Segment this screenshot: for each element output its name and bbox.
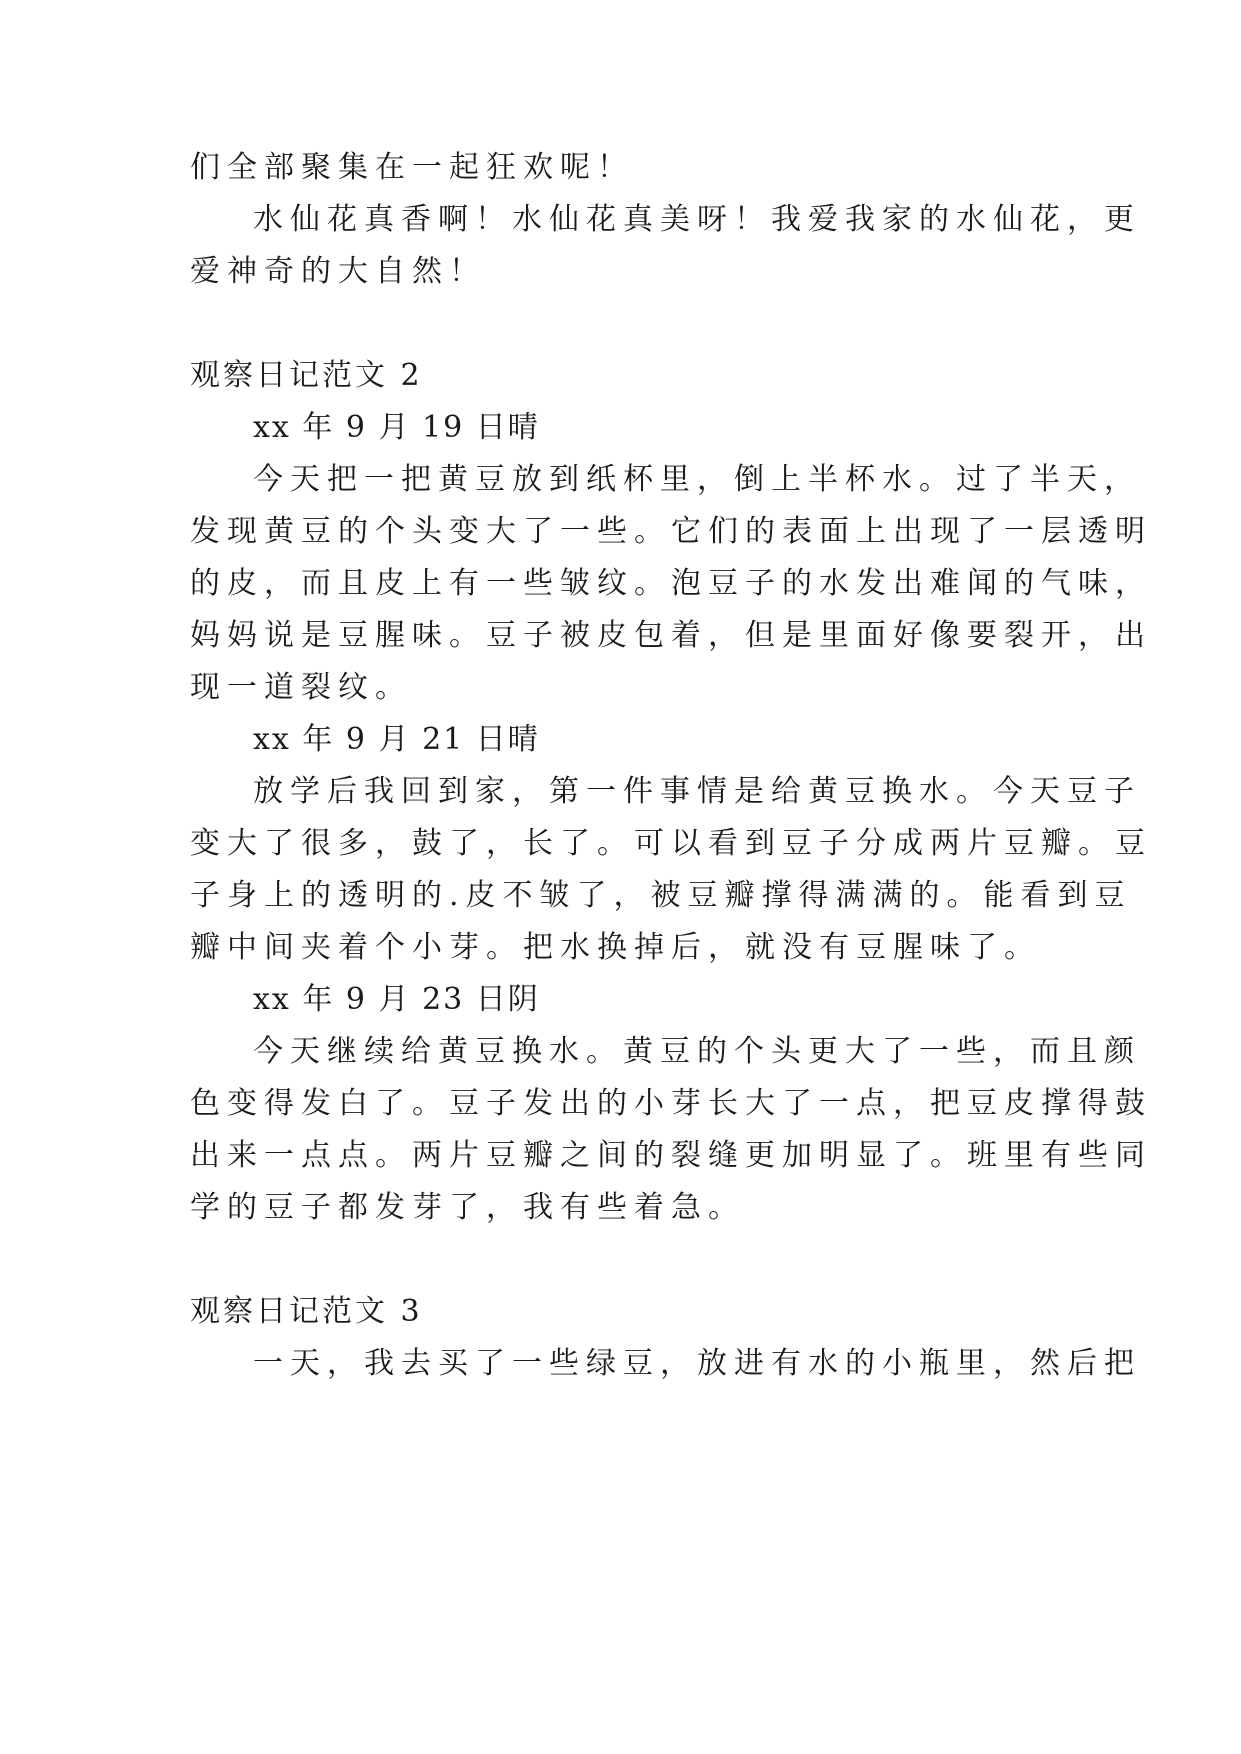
- paragraph-line: 今天把一把黄豆放到纸杯里，倒上半杯水。过了半天，: [253, 462, 1141, 497]
- entry-date: xx 年 9 月 21 日晴: [253, 722, 540, 757]
- paragraph-line: 色变得发白了。豆子发出的小芽长大了一点，把豆皮撑得鼓: [190, 1086, 1152, 1121]
- paragraph-line: 现一道裂纹。: [190, 670, 412, 705]
- paragraph-line: 的皮，而且皮上有一些皱纹。泡豆子的水发出难闻的气味，: [190, 566, 1152, 601]
- paragraph-line: 水仙花真香啊！水仙花真美呀！我爱我家的水仙花，更: [253, 202, 1141, 237]
- paragraph-line: 们全部聚集在一起狂欢呢！: [190, 150, 634, 185]
- paragraph-line: 变大了很多，鼓了，长了。可以看到豆子分成两片豆瓣。豆: [190, 826, 1152, 861]
- paragraph-line: 一天，我去买了一些绿豆，放进有水的小瓶里，然后把: [253, 1346, 1141, 1381]
- paragraph-line: 学的豆子都发芽了，我有些着急。: [190, 1190, 745, 1225]
- paragraph-line: 放学后我回到家，第一件事情是给黄豆换水。今天豆子: [253, 774, 1141, 809]
- paragraph-line: 妈妈说是豆腥味。豆子被皮包着，但是里面好像要裂开，出: [190, 618, 1152, 653]
- paragraph-line: 爱神奇的大自然！: [190, 254, 486, 289]
- section-heading: 观察日记范文 2: [190, 358, 423, 393]
- section-heading: 观察日记范文 3: [190, 1294, 423, 1329]
- paragraph-line: 发现黄豆的个头变大了一些。它们的表面上出现了一层透明: [190, 514, 1152, 549]
- paragraph-line: 子身上的透明的.皮不皱了，被豆瓣撑得满满的。能看到豆: [190, 878, 1132, 913]
- paragraph-line: 今天继续给黄豆换水。黄豆的个头更大了一些，而且颜: [253, 1034, 1141, 1069]
- paragraph-line: 瓣中间夹着个小芽。把水换掉后，就没有豆腥味了。: [190, 930, 1041, 965]
- entry-date: xx 年 9 月 23 日阴: [253, 982, 540, 1017]
- entry-date: xx 年 9 月 19 日晴: [253, 410, 540, 445]
- paragraph-line: 出来一点点。两片豆瓣之间的裂缝更加明显了。班里有些同: [190, 1138, 1152, 1173]
